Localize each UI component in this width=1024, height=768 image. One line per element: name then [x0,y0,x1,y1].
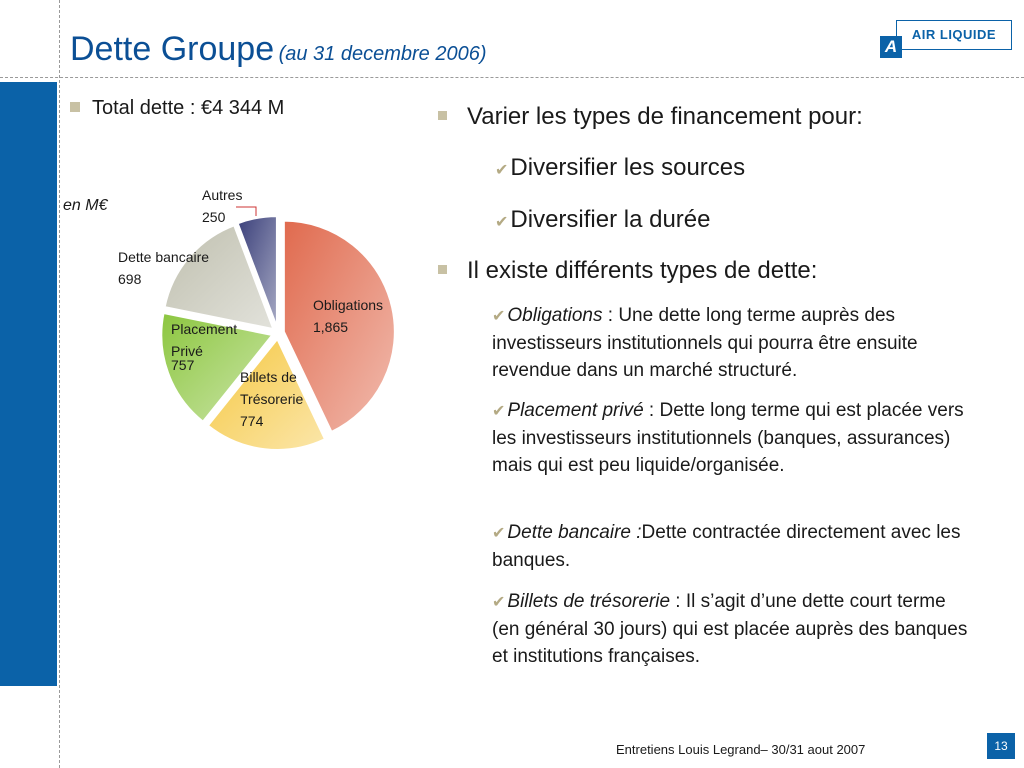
logo-text: AIR LIQUIDE [896,20,1012,50]
pie-label-placement-priv- [171,318,237,376]
debt-type-term: Obligations [507,305,603,326]
unit-label: en M€ [63,197,108,214]
debt-type-item [492,519,972,574]
debt-type-term: Billets de trésorerie [507,591,671,612]
sub-bullet-sources-text: Diversifier les sources [510,154,746,181]
title-sub-open: ( [278,43,286,65]
sub-bullet-sources [495,154,745,182]
pie-label-billets-de-tr-sorerie [240,366,303,432]
check-icon: ✔ [492,308,506,325]
bullet-types [438,257,817,285]
square-bullet-icon [438,265,447,274]
check-icon: ✔ [492,525,506,542]
debt-type-sep: : [643,400,660,421]
bullet-types-text: Il existe différents types de dette: [467,257,818,284]
debt-type-item [492,397,972,479]
pie-label-dette-bancaire [118,246,209,290]
debt-type-item [492,302,972,384]
pie-label-obligations [313,294,383,338]
pie-category-label: Obligations [313,297,384,313]
debt-type-sep: : [602,305,619,326]
sub-bullet-duree-text: Diversifier la durée [510,206,711,233]
debt-type-desc: Dette contractée directement avec les banques. [492,522,961,571]
pie-category-label: Privé [171,343,203,359]
title-sub: au 31 decembre 2006) [285,43,487,65]
square-bullet-icon [438,111,447,120]
pie-value-label: 757 [171,357,195,373]
logo-mark-icon: A [880,36,902,58]
footer-text: Entretiens Louis Legrand– 30/31 aout 2007 [616,742,866,757]
debt-type-sep: : [670,591,686,612]
debt-type-term: Dette bancaire : [507,522,642,543]
pie-value-label: 698 [118,271,142,287]
pie-value-label: 1,865 [313,319,349,335]
pie-category-label: Autres [202,187,243,203]
check-icon: ✔ [495,214,509,231]
pie-category-label: Placement [171,321,238,337]
check-icon: ✔ [495,162,509,179]
page-number: 13 [987,733,1015,759]
debt-type-term: Placement privé [507,400,644,421]
bullet-varier [438,103,863,131]
debt-type-item [492,588,972,670]
check-icon: ✔ [492,594,506,611]
total-debt-text: Total dette : €4 344 M [92,97,285,119]
pie-category-label: Trésorerie [240,391,304,407]
pie-value-label: 774 [240,413,264,429]
pie-label-autres [202,184,242,228]
bullet-varier-text: Varier les types de financement pour: [467,103,863,130]
debt-type-desc: Il s’agit d’une dette court terme (en général 30 jours) qui est placée auprès des banques et institutions françaises. [492,591,968,667]
pie-category-label: Billets de [240,369,297,385]
title-main: Dette Groupe [70,30,275,68]
debt-type-desc: Dette long terme qui est placée vers les investisseurs institutionnels (banques, assurances) mais qui est peu liquide/organisée. [492,400,964,476]
pie-value-label: 250 [202,209,226,225]
sub-bullet-duree [495,206,710,234]
check-icon: ✔ [492,403,506,420]
debt-type-desc: Une dette long terme auprès des investisseurs institutionnels qui pourra être ensuite revendue dans un marché structuré. [492,305,918,381]
pie-category-label: Dette bancaire [118,249,210,265]
